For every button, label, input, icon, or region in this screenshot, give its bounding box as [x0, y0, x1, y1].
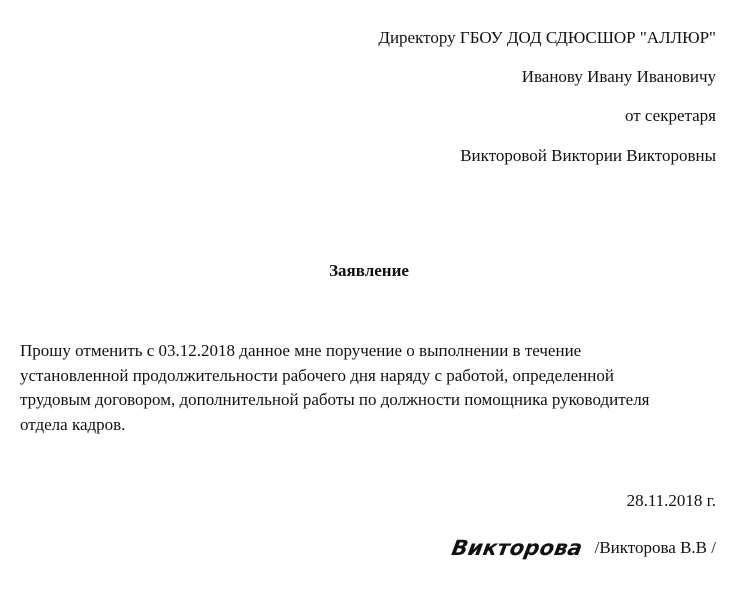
handwritten-signature: Викторова	[450, 536, 585, 560]
signature-row	[452, 532, 716, 564]
addressee-line-director: Директору ГБОУ ДОД СДЮСШОР "АЛЛЮР"	[378, 28, 716, 47]
body-line: отдела кадров.	[20, 414, 126, 434]
addressee-line-name: Иванову Ивану Ивановичу	[521, 67, 716, 86]
signature-printed-name: /Викторова В.В /	[594, 538, 716, 557]
sender-line-name: Викторовой Виктории Викторовны	[460, 146, 716, 165]
body-line: Прошу отменить с 03.12.2018 данное мне поручение о выполнении в течение	[20, 341, 582, 360]
document-date: 28.11.2018 г.	[626, 491, 716, 510]
application-body	[20, 339, 710, 437]
body-line: трудовым договором, дополнительной работы по должности помощника руководителя	[20, 390, 650, 409]
body-line: установленной продолжительности рабочего дня наряду с работой, определенной	[20, 365, 614, 385]
sender-line-from: от секретаря	[624, 106, 716, 125]
document-title: Заявление	[329, 261, 409, 280]
